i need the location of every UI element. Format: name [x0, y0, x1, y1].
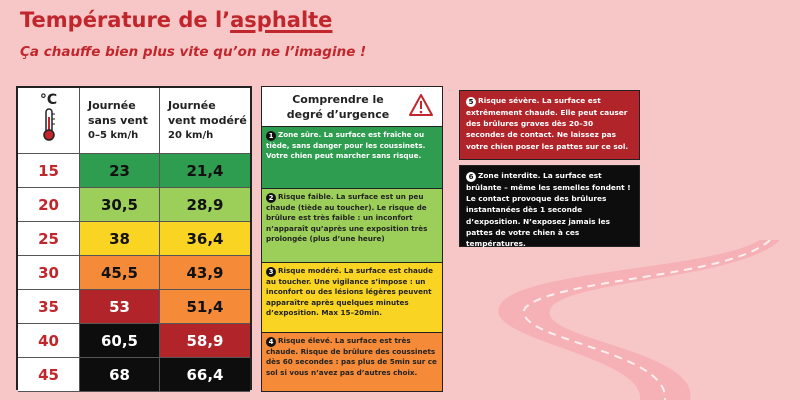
- asphalt-no-wind-cell: 38: [80, 222, 160, 256]
- page-title: Température de l’asphalte: [20, 8, 333, 32]
- asphalt-moderate-wind-cell: 36,4: [160, 222, 250, 256]
- asphalt-no-wind-cell: 60,5: [80, 324, 160, 358]
- urgency-header: Comprendre le degré d’urgence: [262, 87, 442, 127]
- temperature-cell: 25: [18, 222, 80, 256]
- asphalt-no-wind-cell: 23: [80, 154, 160, 188]
- asphalt-moderate-wind-cell: 58,9: [160, 324, 250, 358]
- asphalt-moderate-wind-cell: 28,9: [160, 188, 250, 222]
- asphalt-no-wind-cell: 68: [80, 358, 160, 392]
- asphalt-moderate-wind-cell: 51,4: [160, 290, 250, 324]
- temperature-table: [16, 86, 252, 390]
- asphalt-moderate-wind-cell: 43,9: [160, 256, 250, 290]
- temperature-header: [18, 88, 80, 154]
- celsius-label: °C: [39, 92, 58, 108]
- zone-1: 1 Zone sûre. La surface est fraîche ou tiède, sans danger pour les coussinets. Votre chien peut marcher sans risque.: [262, 127, 442, 189]
- temperature-cell: 40: [18, 324, 80, 358]
- asphalt-no-wind-cell: 30,5: [80, 188, 160, 222]
- temperature-cell: 45: [18, 358, 80, 392]
- temperature-cell: 35: [18, 290, 80, 324]
- zone-4: 4 Risque élevé. La surface est très chaude. Risque de brûlure des coussinets dès 60 secondes : pas plus de 5min sur ce sol si vous n’avez pas d’autres choix.: [262, 333, 442, 391]
- page-subtitle: Ça chauffe bien plus vite qu’on ne l’imagine !: [20, 44, 367, 60]
- temperature-cell: 30: [18, 256, 80, 290]
- urgency-legend: [261, 86, 443, 392]
- road-illustration: [440, 240, 800, 400]
- asphalt-moderate-wind-cell: 66,4: [160, 358, 250, 392]
- zone-2: 2 Risque faible. La surface est un peu chaude (tiède au toucher). Le risque de brûlure est très faible : un inconfort n’apparaît qu’après une exposition très prolongée (plus d’une heure): [262, 189, 442, 263]
- temperature-cell: 15: [18, 154, 80, 188]
- thermometer-icon: [41, 108, 57, 142]
- warning-icon: [408, 93, 434, 117]
- temperature-cell: 20: [18, 188, 80, 222]
- zone-5: 5 Risque sévère. La surface est extrêmement chaude. Elle peut causer des brûlures graves dès 20–30 secondes de contact. Ne laissez pas votre chien poser les pattes sur ce sol.: [459, 90, 640, 160]
- column-header-moderate-wind: Journée vent modéré 20 km/h: [160, 88, 250, 154]
- column-header-no-wind: Journée sans vent 0–5 km/h: [80, 88, 160, 154]
- zone-3: 3 Risque modéré. La surface est chaude au toucher. Une vigilance s’impose : un inconfort ou des lésions légères peuvent apparaître après quelques minutes d’exposition. Max 15–20min.: [262, 263, 442, 333]
- asphalt-no-wind-cell: 45,5: [80, 256, 160, 290]
- zone-6: 6 Zone interdite. La surface est brûlante – même les semelles fondent ! Le contact provoque des brûlures instantanées dès 1 seconde d’exposition. N’exposez jamais les pattes de votre chien à ces températures.: [459, 165, 640, 247]
- asphalt-no-wind-cell: 53: [80, 290, 160, 324]
- asphalt-moderate-wind-cell: 21,4: [160, 154, 250, 188]
